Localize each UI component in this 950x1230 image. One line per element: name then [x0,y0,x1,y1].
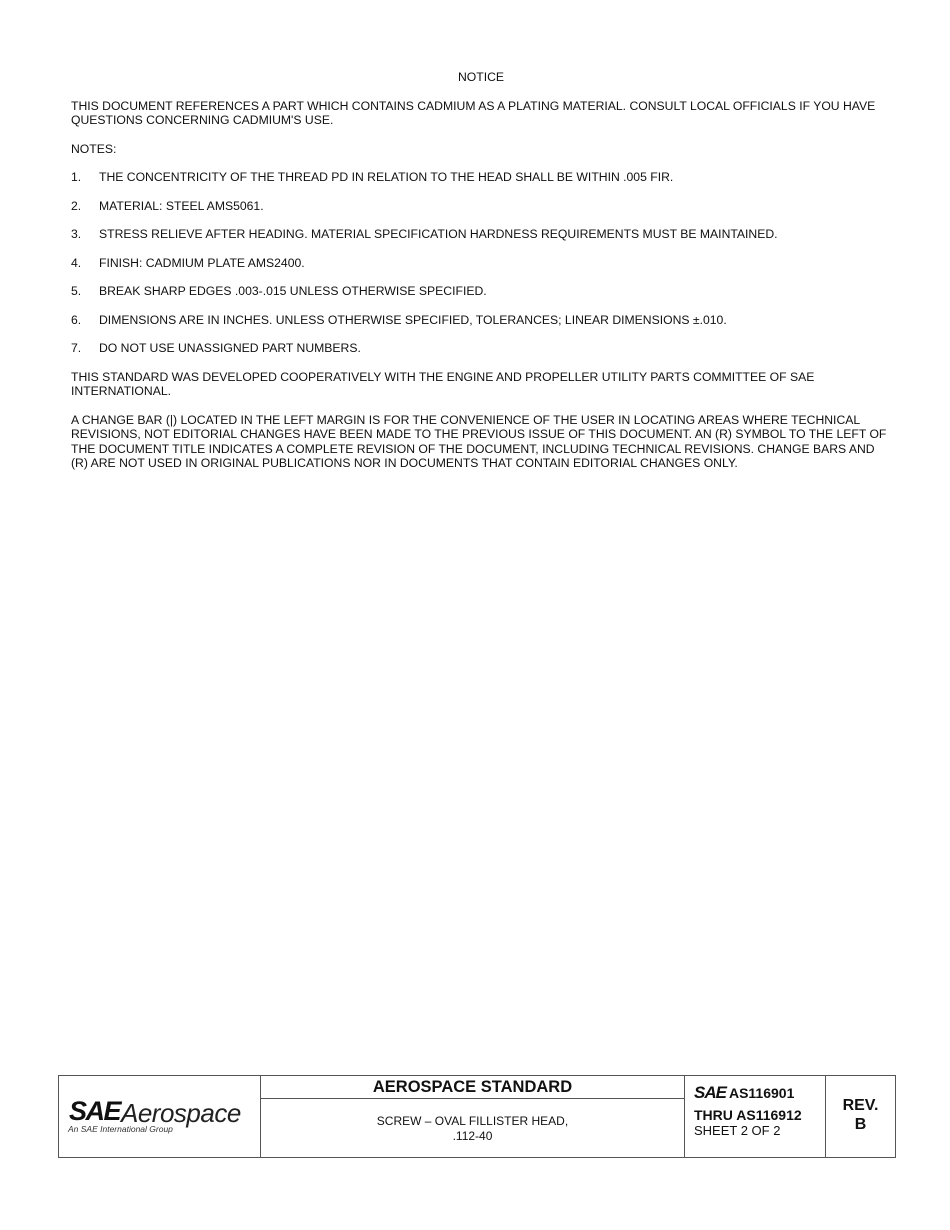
document-number-range: THRU AS116912 [694,1107,802,1123]
title-block [58,1075,896,1158]
note-text: DO NOT USE UNASSIGNED PART NUMBERS. [99,341,361,355]
development-statement: THIS STANDARD WAS DEVELOPED COOPERATIVELY WITH THE ENGINE AND PROPELLER UTILITY PARTS COMMITTEE OF SAE INTERNATIONAL. [71,369,815,398]
revision-value: B [854,1116,867,1133]
note-item [71,256,891,271]
notes-label: NOTES: [71,141,117,156]
note-number: 6. [71,312,82,327]
notice-title: NOTICE [457,70,505,84]
document-body [71,70,891,485]
document-number: AS116901 [728,1085,795,1101]
sae-aerospace-logo [59,1076,261,1157]
sae-logo-mark: SAE [69,1096,121,1126]
revision-cell [826,1076,895,1157]
sheet-number: SHEET 2 OF 2 [694,1123,781,1138]
note-item [71,341,891,356]
note-text: STRESS RELIEVE AFTER HEADING. MATERIAL SPECIFICATION HARDNESS REQUIREMENTS MUST BE MAINTAINED. [99,227,778,241]
aerospace-wordmark: Aerospace [121,1098,241,1128]
change-bar-statement: A CHANGE BAR (|) LOCATED IN THE LEFT MARGIN IS FOR THE CONVENIENCE OF THE USER IN LOCATING AREAS WHERE TECHNICAL REVISIONS, NOT EDITORIAL CHANGES HAVE BEEN MADE TO THE PREVIOUS ISSUE OF THIS DOCUMENT. AN (R) SYMBOL TO THE LEFT OF THE DOCUMENT TITLE INDICATES A COMPLETE REVISION OF THE DOCUMENT, INCLUDING TECHNICAL REVISIONS. CHANGE BARS AND (R) ARE NOT USED IN ORIGINAL PUBLICATIONS NOR IN DOCUMENTS THAT CONTAIN EDITORIAL CHANGES ONLY. [71,412,887,470]
note-number: 2. [71,198,82,213]
note-item [71,313,891,328]
note-item [71,199,891,214]
revision-label: REV. [842,1097,879,1114]
note-number: 4. [71,255,82,270]
note-text: FINISH: CADMIUM PLATE AMS2400. [99,255,305,270]
standard-type: AEROSPACE STANDARD [261,1076,684,1099]
part-description-line1: SCREW – OVAL FILLISTER HEAD, [376,1114,569,1128]
note-item [71,284,891,299]
note-text: THE CONCENTRICITY OF THE THREAD PD IN RELATION TO THE HEAD SHALL BE WITHIN .005 FIR. [99,170,674,184]
notice-text: THIS DOCUMENT REFERENCES A PART WHICH CONTAINS CADMIUM AS A PLATING MATERIAL. CONSULT LOCAL OFFICIALS IF YOU HAVE QUESTIONS CONCERNING CADMIUM'S USE. [71,98,876,127]
title-cell [261,1076,685,1157]
note-number: 3. [71,227,82,241]
logo-tagline: An SAE International Group [68,1124,173,1134]
note-number: 1. [71,170,82,184]
note-number: 7. [71,341,82,355]
document-number-cell [685,1076,826,1157]
note-item [71,227,891,242]
note-item [71,170,891,185]
sae-mini-logo: SAE [694,1083,726,1102]
note-text: MATERIAL: STEEL AMS5061. [99,198,264,213]
note-number: 5. [71,284,82,298]
part-description-line2: .112-40 [452,1129,493,1143]
part-description [261,1099,684,1157]
note-text: DIMENSIONS ARE IN INCHES. UNLESS OTHERWISE SPECIFIED, TOLERANCES; LINEAR DIMENSIONS ±.010. [99,312,727,327]
note-text: BREAK SHARP EDGES .003-.015 UNLESS OTHERWISE SPECIFIED. [99,284,487,298]
